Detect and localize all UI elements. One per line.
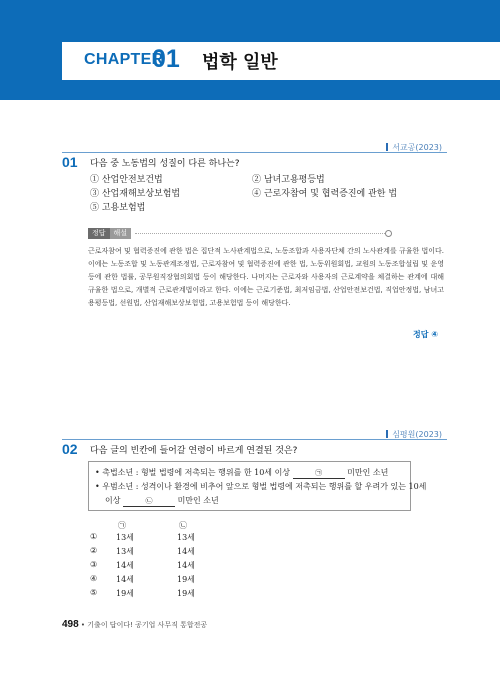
explanation-dotted-divider xyxy=(135,233,385,234)
passage-line-2: • 우범소년 : 성격이나 환경에 비추어 앞으로 형벌 법령에 저촉되는 행위를 할 우려가 있는 10세 xyxy=(95,482,427,491)
row-value-1: 13세 xyxy=(116,547,134,556)
page-number: 498 xyxy=(62,619,79,630)
explain-tag: 해설 xyxy=(110,228,132,239)
chapter-number: 01 xyxy=(152,45,180,73)
passage-line-3-end: 미만인 소년 xyxy=(177,496,219,505)
row-number: ② xyxy=(90,546,98,555)
row-number: ⑤ xyxy=(90,588,98,597)
divider-circle-icon xyxy=(385,230,392,237)
row-number: ④ xyxy=(90,574,98,583)
question-1-divider xyxy=(62,152,447,153)
question-2-text: 다음 글의 빈칸에 들어갈 연령이 바르게 연결된 것은? xyxy=(90,446,298,456)
row-value-1: 14세 xyxy=(116,561,134,570)
passage-line-3-text: 이상 xyxy=(105,496,121,505)
question-1-answer: 정답 ④ xyxy=(412,330,438,339)
question-1-choice-1: ① 산업안전보건법 xyxy=(90,175,163,185)
blank-1: ㉠ xyxy=(293,468,345,479)
chapter-label: CHAPTER xyxy=(84,51,164,68)
chapter-header xyxy=(62,42,500,80)
row-value-2: 14세 xyxy=(177,561,195,570)
question-1-choice-2: ② 남녀고용평등법 xyxy=(252,175,325,185)
book-title: 기출이 답이다! 공기업 사무직 통합전공 xyxy=(87,621,208,629)
row-value-2: 14세 xyxy=(177,547,195,556)
question-1-choice-3: ③ 산업재해보상보험법 xyxy=(90,189,181,199)
question-1-source-text: 서교공(2023) xyxy=(392,143,442,152)
question-1-explanation: 근로자참여 및 협력증진에 관한 법은 집단적 노사관계법으로, 노동조합과 사용자단체 간의 노사관계를 규율한 법이다. 이에는 노동조합 및 노동관계조정법, 근로자참여 및 협력증진에 관한 법, 노동위원회법, 교원의 노동조합설립 및 운영 등에 관한 법률, 공무원직장협의회법 등이 해당한다. 나머지는 근로자와 사용자의 근로계약을 체결하는 관계에 대해 규율한 법으로, 개별적 근로관계법이라고 한다. 이에는 근로기준법, 최저임금법, 산업안전보건법, 직업안정법, 남녀고용평등법, 선원법, 산업재해보상보험법, 고용보험법 등이 해당한다. xyxy=(88,247,444,307)
row-value-1: 14세 xyxy=(116,575,134,584)
question-2-divider xyxy=(62,439,447,440)
row-value-1: 13세 xyxy=(116,533,134,542)
page-footer xyxy=(62,619,207,630)
table-header-1: ㉠ xyxy=(118,521,126,530)
question-2-source-text: 심평원(2023) xyxy=(392,430,442,439)
source-marker-icon xyxy=(386,143,388,151)
passage-line-1 xyxy=(95,466,404,480)
row-value-2: 19세 xyxy=(177,589,195,598)
passage-line-3 xyxy=(95,494,404,508)
row-number: ③ xyxy=(90,560,98,569)
question-2-number: 02 xyxy=(62,441,78,457)
row-value-2: 19세 xyxy=(177,575,195,584)
question-2-passage xyxy=(88,461,427,511)
table-header-2: ㉡ xyxy=(179,521,187,530)
question-1-choice-5: ⑤ 고용보험법 xyxy=(90,203,146,213)
question-1-text: 다음 중 노동법의 성질이 다른 하나는? xyxy=(90,159,240,169)
row-number: ① xyxy=(90,532,98,541)
passage-line-1-end: 미만인 소년 xyxy=(347,468,389,477)
answer-explain-tag xyxy=(88,228,131,239)
question-1-choice-4: ④ 근로자참여 및 협력증진에 관한 법 xyxy=(252,189,398,199)
chapter-title: 법학 일반 xyxy=(202,52,278,73)
source-marker-icon xyxy=(386,430,388,438)
answer-tag: 정답 xyxy=(88,228,110,239)
chapter-banner xyxy=(0,0,500,100)
row-value-1: 19세 xyxy=(116,589,134,598)
passage-line-1-text: • 촉법소년 : 형벌 법령에 저촉되는 행위를 한 10세 이상 xyxy=(95,468,291,477)
row-value-2: 13세 xyxy=(177,533,195,542)
question-1-number: 01 xyxy=(62,154,78,170)
blank-2: ㉡ xyxy=(123,496,175,507)
footer-bullet: • xyxy=(80,621,86,629)
